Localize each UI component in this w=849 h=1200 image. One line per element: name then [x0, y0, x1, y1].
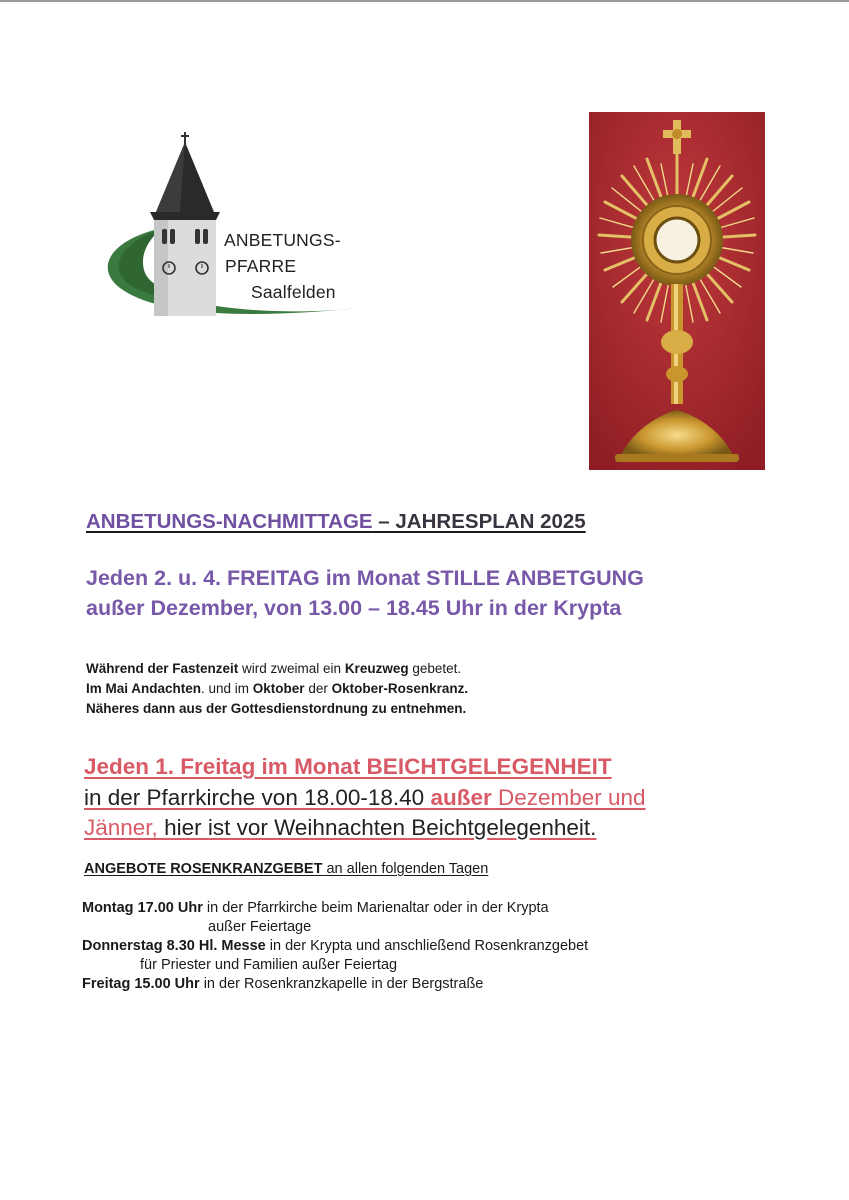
schedule-thursday [82, 938, 588, 954]
confession-line3-a: Jänner, [84, 815, 158, 840]
note-details-text: Näheres dann aus der Gottesdienstordnung zu entnehmen. [86, 701, 467, 716]
page-title [86, 510, 586, 534]
adoration-line2: außer Dezember, von 13.00 – 18.45 Uhr in der Krypta [86, 596, 622, 620]
logo-text-line1: ANBETUNGS- [224, 230, 341, 250]
title-part2: – JAHRESPLAN 2025 [372, 510, 586, 533]
schedule-monday [82, 900, 549, 916]
schedule-monday-cont: außer Feiertage [208, 919, 312, 935]
thursday-time: 8.30 Hl. Messe [162, 938, 266, 954]
rosary-heading-b: an allen folgenden Tagen [322, 861, 489, 877]
note-may-october [86, 681, 468, 696]
adoration-line1: Jeden 2. u. 4. FREITAG im Monat STILLE ANBETGUNG [86, 566, 644, 590]
monday-day: Montag [82, 900, 134, 916]
note-may-a: Im Mai Andachten [86, 681, 202, 696]
note-lent-b: wird zweimal ein [238, 661, 345, 676]
note-may-d: der [304, 681, 332, 696]
confession-line2-b: außer [430, 785, 492, 810]
thursday-day: Donnerstag [82, 938, 163, 954]
note-lent-d: gebetet. [408, 661, 462, 676]
note-may-e: Oktober-Rosenkranz. [331, 681, 469, 696]
rosary-heading-a: ANGEBOTE ROSENKRANZGEBET [84, 861, 323, 877]
confession-line2 [84, 785, 646, 811]
confession-line3 [84, 815, 596, 841]
monday-text: in der Pfarrkirche beim Marienaltar oder in der Krypta [202, 900, 549, 916]
logo-text-line3: Saalfelden [251, 282, 336, 302]
schedule-thursday-cont: für Priester und Familien außer Feiertag [140, 957, 398, 973]
note-lent-c: Kreuzweg [344, 661, 409, 676]
title-part1: ANBETUNGS-NACHMITTAGE [86, 510, 373, 533]
monday-time: 17.00 Uhr [133, 900, 203, 916]
confession-line2-c: Dezember und [491, 785, 646, 810]
note-may-c: Oktober [252, 681, 305, 696]
note-lent-a: Während der Fastenzeit [86, 661, 239, 676]
friday-time: 15.00 Uhr [130, 976, 200, 992]
note-may-b: . und im [201, 681, 253, 696]
friday-text: in der Rosenkranzkapelle in der Bergstraße [199, 976, 484, 992]
friday-day: Freitag [82, 976, 131, 992]
logo-text-line2: PFARRE [225, 256, 297, 276]
thursday-text: in der Krypta und anschließend Rosenkranzgebet [265, 938, 589, 954]
confession-line1: Jeden 1. Freitag im Monat BEICHTGELEGENHEIT [84, 754, 612, 779]
note-details [86, 701, 466, 716]
schedule-friday [82, 976, 483, 992]
note-lent [86, 661, 461, 676]
confession-line3-b: hier ist vor Weihnachten Beichtgelegenheit. [157, 815, 597, 840]
confession-line2-a: in der Pfarrkirche von 18.00-18.40 [84, 785, 431, 810]
top-border [0, 0, 849, 2]
rosary-heading [84, 861, 488, 877]
monstrance-image [589, 112, 765, 470]
